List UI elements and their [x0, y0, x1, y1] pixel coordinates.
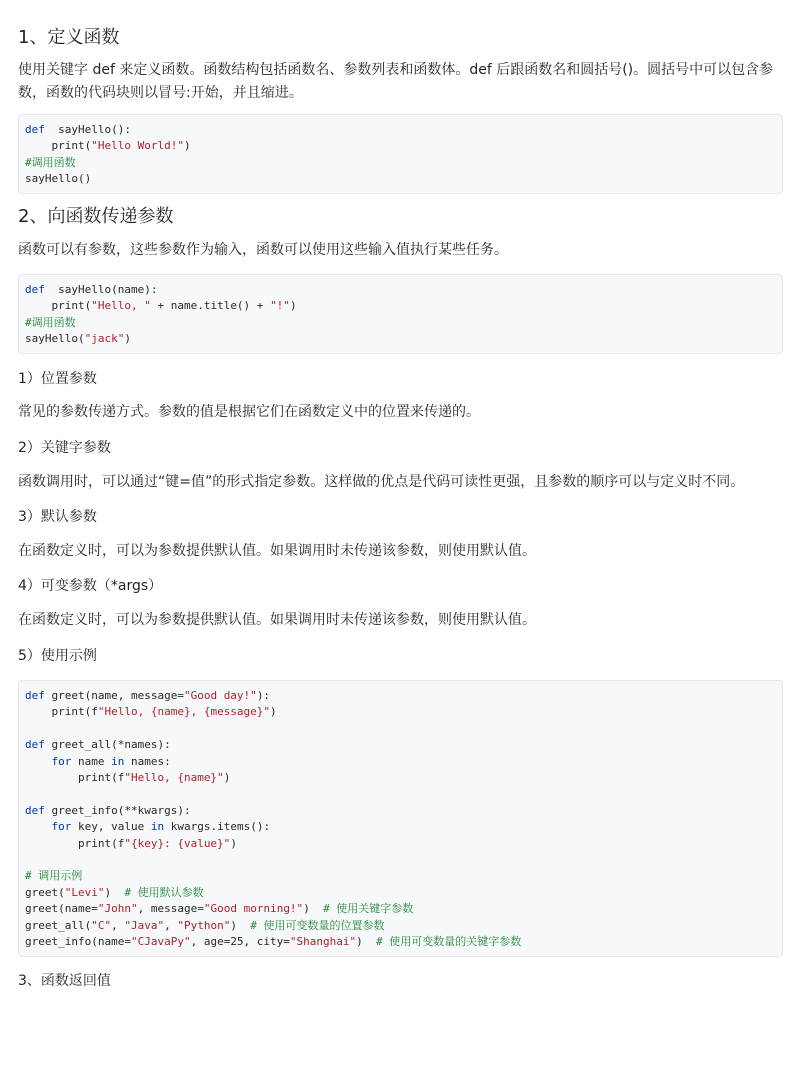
code-token: in [150, 820, 165, 834]
code-token: print(f [25, 705, 98, 719]
code-content [25, 688, 775, 951]
code-token: # 使用默认参数 [124, 885, 204, 899]
code-block-say-hello-name[interactable] [18, 274, 783, 354]
code-token: def [25, 689, 45, 702]
code-token: print( [25, 299, 92, 313]
code-token: for [51, 820, 72, 834]
code-token: "Good morning!" [203, 902, 304, 916]
code-token: greet_all( [25, 918, 92, 932]
section-paragraph-define-function: 使用关键字 def 来定义函数。函数结构包括函数名、参数列表和函数体。def 后跟函数名和圆括号()。圆括号中可以包含参数，函数的代码块则以冒号:开始，并且缩进。 [18, 62, 774, 101]
code-token: sayHello( [25, 332, 85, 346]
code-token: print(f [25, 836, 125, 850]
code-content [25, 282, 775, 348]
code-token: , [164, 918, 178, 932]
code-token: ): [256, 689, 271, 702]
code-token: ) [124, 332, 131, 346]
code-token: names: [124, 754, 171, 768]
code-token: , [111, 918, 125, 932]
code-token: "jack" [84, 332, 125, 346]
subheading-variable-args: 4）可变参数（*args） [18, 578, 163, 594]
code-token: ) [230, 918, 251, 932]
code-block-usage-example[interactable] [18, 680, 783, 957]
code-token: print(f [25, 771, 125, 785]
code-token: print( [25, 139, 92, 153]
code-token: greet_info(name= [25, 935, 131, 949]
code-token: # 使用关键字参数 [323, 902, 414, 916]
subheading-return-values: 3、函数返回值 [18, 973, 111, 989]
code-token: "Levi" [64, 885, 105, 899]
code-token: "C" [91, 918, 112, 932]
code-token: "Hello World!" [91, 139, 184, 153]
code-token: sayHello(): [44, 123, 131, 136]
code-token: kwargs.items(): [164, 820, 271, 834]
code-token: name [71, 754, 112, 768]
code-token: , message= [137, 902, 204, 916]
code-token: # 使用可变数量的关键字参数 [376, 935, 522, 949]
subheading-usage-example: 5）使用示例 [18, 648, 97, 664]
code-token: greet( [25, 885, 65, 899]
code-block-say-hello[interactable] [18, 114, 783, 194]
paragraph-variable-args: 在函数定义时，可以为参数提供默认值。如果调用时未传递该参数，则使用默认值。 [18, 612, 536, 628]
code-token: ) [303, 902, 324, 916]
subheading-positional-args: 1）位置参数 [18, 371, 97, 387]
paragraph-keyword-args: 函数调用时，可以通过“键=值”的形式指定参数。这样做的优点是代码可读性更强，且参数的顺序可以与定义时不同。 [18, 474, 745, 490]
code-token: "Shanghai" [289, 935, 357, 949]
code-token: "Python" [177, 918, 231, 932]
code-token: ) [356, 935, 377, 949]
code-token: def [25, 283, 45, 296]
code-token: sayHello(name): [44, 283, 158, 296]
code-token: , age=25, city= [190, 935, 290, 949]
code-token: "John" [97, 902, 138, 916]
subheading-keyword-args: 2）关键字参数 [18, 440, 111, 456]
code-token: # 使用可变数量的位置参数 [250, 918, 385, 932]
code-token: greet_info(**kwargs): [44, 803, 191, 817]
code-token [25, 820, 52, 833]
code-token: ) [104, 885, 125, 899]
code-token: # 调用示例 [25, 869, 83, 883]
code-token: + name.title() + [150, 299, 271, 313]
code-token: "Hello, " [91, 299, 151, 313]
section-heading-pass-arguments: 2、向函数传递参数 [18, 206, 174, 227]
paragraph-positional-args: 常见的参数传递方式。参数的值是根据它们在函数定义中的位置来传递的。 [18, 404, 480, 420]
code-token: "Java" [124, 918, 165, 932]
code-token: ) [183, 139, 191, 153]
code-token: "Hello, {name}, {message}" [97, 705, 271, 719]
paragraph-default-args: 在函数定义时，可以为参数提供默认值。如果调用时未传递该参数，则使用默认值。 [18, 543, 536, 559]
code-token: def [25, 803, 45, 817]
subheading-default-args: 3）默认参数 [18, 509, 97, 525]
code-token: "{key}: {value}" [124, 836, 231, 850]
code-token: key, value [71, 820, 151, 834]
code-token: "CJavaPy" [130, 935, 191, 949]
section-heading-define-function: 1、定义函数 [18, 27, 120, 48]
code-token: #调用函数 [25, 155, 76, 169]
code-token [25, 755, 52, 768]
code-token: greet_all(*names): [44, 738, 171, 752]
code-token: ) [289, 299, 297, 313]
code-token: "!" [270, 299, 290, 313]
code-token: def [25, 123, 45, 136]
code-token: for [51, 754, 72, 768]
code-token: #调用函数 [25, 315, 76, 329]
code-token: greet(name, message= [44, 689, 184, 702]
code-token: sayHello() [25, 172, 92, 186]
code-token: ) [270, 705, 277, 719]
code-content [25, 122, 775, 188]
code-token: "Good day!" [183, 689, 257, 702]
code-token: in [111, 754, 125, 768]
code-token: "Hello, {name}" [124, 771, 224, 785]
section-paragraph-pass-arguments: 函数可以有参数，这些参数作为输入，函数可以使用这些输入值执行某些任务。 [18, 242, 508, 258]
code-token: def [25, 738, 45, 752]
code-token: ) [230, 836, 237, 850]
code-token: greet(name= [25, 902, 98, 916]
code-token: ) [223, 771, 231, 785]
